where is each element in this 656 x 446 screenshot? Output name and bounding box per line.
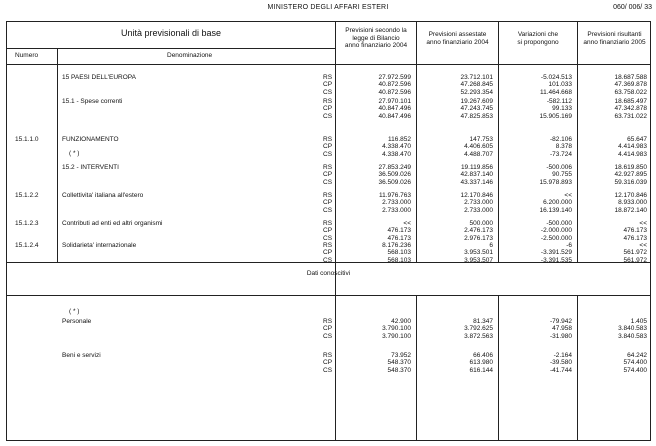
table-main-title: Unità previsionali di base [120,28,222,38]
note-marker: ( * ) [69,308,80,315]
cell-value: 2.976.173 [464,234,493,242]
cell-value: 42.927.895 [614,171,647,179]
cell-value: -3.391.529 [540,249,572,257]
row-tag: RS [323,242,333,249]
cell-value: 476.173 [623,234,647,242]
note-label: Beni e servizi [62,352,101,359]
row-label: Contributi ad enti ed altri organismi [62,220,163,227]
col-header-3: Variazioni che si propongono [517,31,559,46]
cell-value: 476.173 [387,227,411,235]
cell-value: 4.488.707 [464,150,493,158]
row-tag: CP [323,249,333,257]
note-cell-value: 66.406 [473,352,493,359]
row-number: 15.1.1.0 [15,136,39,143]
cell-value: 4.414.983 [618,143,647,151]
row-tag: CS [323,150,333,158]
note-cell-value: 548.370 [387,366,411,374]
note-cell-value: 574.400 [623,359,647,367]
cell-value: 40.872.596 [378,81,411,89]
page-reference: 060/ 006/ 33 [613,4,652,11]
cell-value: 99.133 [552,105,572,113]
cell-value: 4.338.470 [382,143,411,151]
cell-value: -82.106 [549,136,572,143]
row-tag: CP [323,227,333,235]
note-cell-value: -79.942 [549,318,572,325]
row-label: 15.1 - Spese correnti [62,98,123,105]
note-tag: RS [323,318,333,325]
cell-value: 40.872.596 [378,88,411,96]
cell-value: 6.200.000 [543,199,572,207]
cell-value: -2.500.000 [540,234,572,242]
cell-value: 101.033 [548,81,572,89]
cell-value: 90.755 [552,171,572,179]
cell-value: 27.972.599 [378,74,411,81]
cell-value: 18.687.588 [614,74,647,81]
row-tag: CP [323,199,333,207]
cell-value: 19.119.856 [460,164,493,171]
note-tag: CS [323,332,333,340]
cell-value: 12.170.846 [614,192,647,199]
col-header-numero: Numero [15,52,39,59]
note-cell-value: 3.790.100 [382,332,411,340]
cell-value: -500.006 [546,164,572,171]
cell-value: 8.176.236 [382,242,411,249]
row-number: 15.1.2.2 [15,192,39,199]
cell-value: 3.953.507 [464,256,493,264]
divider-h-section [7,295,650,296]
cell-value: << [403,220,411,227]
row-tag: RS [323,220,333,227]
cell-value: 47.825.853 [460,112,493,120]
cell-value: 42.837.140 [460,171,493,179]
cell-value: 4.414.983 [618,150,647,158]
row-tag: CP [323,81,333,89]
cell-value: 23.712.101 [460,74,493,81]
row-tag: CS [323,178,333,186]
divider-v3b [498,295,499,441]
col-header-4: Previsioni risultanti anno finanziario 2005 [583,31,646,46]
cell-value: 8.378 [555,143,572,151]
note-cell-value: 3.872.563 [464,332,493,340]
cell-value: 11.976.763 [378,192,411,199]
row-tag: CP [323,105,333,113]
cell-value: 561.972 [623,249,647,257]
note-cell-value: -2.164 [553,352,572,359]
row-label: Collettivita' italiana all'estero [62,192,144,199]
note-cell-value: -31.980 [549,332,572,340]
row-number: 15.1.2.3 [15,220,39,227]
note-tag: RS [323,352,333,359]
row-tag: CP [323,143,333,151]
divider-h-title [7,48,335,49]
note-cell-value: 1.405 [630,318,647,325]
col-header-denominazione: Denominazione [167,52,213,59]
note-cell-value: 42.900 [391,318,411,325]
cell-value: 11.464.668 [539,88,572,96]
row-label: FUNZIONAMENTO [62,136,119,143]
cell-value: -6 [566,242,572,249]
cell-value: << [639,220,647,227]
cell-value: 568.103 [387,256,411,264]
note-cell-value: 574.400 [623,366,647,374]
cell-value: << [564,192,572,199]
cell-value: 2.476.173 [464,227,493,235]
cell-value: 2.733.000 [464,199,493,207]
cell-value: -500.000 [546,220,572,227]
note-cell-value: 47.958 [552,325,572,333]
cell-value: 2.733.000 [382,199,411,207]
note-cell-value: 548.370 [387,359,411,367]
cell-value: -582.112 [546,98,572,105]
cell-value: 19.267.609 [460,98,493,105]
cell-value: 36.509.026 [378,171,411,179]
divider-num [57,48,58,262]
note-tag: CS [323,366,333,374]
note-cell-value: -41.744 [549,366,572,374]
divider-v2b [416,295,417,441]
cell-value: 65.647 [627,136,647,143]
section-title: Dati conoscitivi [306,270,351,277]
cell-value: 476.173 [387,234,411,242]
cell-value: 52.293.354 [460,88,493,96]
row-tag: RS [323,98,333,105]
row-number: 15.1.2.4 [15,242,39,249]
note-cell-value: 3.790.100 [382,325,411,333]
cell-value: 43.337.146 [460,178,493,186]
cell-value: 4.406.605 [464,143,493,151]
cell-value: -5.024.513 [540,74,572,81]
cell-value: -2.000.000 [540,227,572,235]
cell-value: 18.872.140 [614,206,647,214]
cell-value: 4.338.470 [382,150,411,158]
row-label: 15.2 - INTERVENTI [62,164,119,171]
note-cell-value: 81.347 [473,318,493,325]
cell-value: 15.978.893 [539,178,572,186]
row-tag: CP [323,171,333,179]
divider-v2 [416,22,417,262]
cell-value: 27.970.101 [378,98,411,105]
note-cell-value: 3.792.625 [464,325,493,333]
note-tag: CP [323,359,333,367]
col-header-2: Previsioni assestate anno finanziario 2004 [426,31,489,46]
row-tag: CS [323,256,333,264]
cell-value: 47.268.845 [460,81,493,89]
cell-value: 59.316.039 [614,178,647,186]
row-tag: CS [323,234,333,242]
row-tag: RS [323,74,333,81]
cell-value: 63.731.022 [614,112,647,120]
note-cell-value: 64.242 [627,352,647,359]
note-cell-value: 3.840.583 [618,332,647,340]
cell-value: 476.173 [623,227,647,235]
row-tag: RS [323,192,333,199]
cell-value: 36.509.026 [378,178,411,186]
note-cell-value: 3.840.583 [618,325,647,333]
cell-value: << [639,242,647,249]
note-label: Personale [62,318,92,325]
cell-value: 27.853.249 [378,164,411,171]
note-tag: CP [323,325,333,333]
cell-value: 18.619.850 [614,164,647,171]
cell-value: 63.758.022 [614,88,647,96]
cell-value: 18.685.497 [614,98,647,105]
cell-value: 500.000 [469,220,493,227]
divider-v3 [498,22,499,262]
cell-value: 12.170.846 [460,192,493,199]
note-cell-value: -39.580 [549,359,572,367]
divider-v1 [335,22,336,441]
cell-value: 561.972 [623,256,647,264]
cell-value: 8.933.000 [618,199,647,207]
cell-value: 147.753 [469,136,493,143]
row-label: Solidarieta' internazionale [62,242,137,249]
row-tag: CS [323,206,333,214]
budget-table [6,21,651,441]
note-cell-value: 616.144 [469,366,493,374]
row-tag: CS [323,112,333,120]
row-tag: RS [323,136,333,143]
cell-value: -73.724 [549,150,572,158]
row-tag: RS [323,164,333,171]
cell-value: 15.905.169 [539,112,572,120]
row-tag: CS [323,88,333,96]
cell-value: 47.369.878 [614,81,647,89]
divider-h-head [7,64,650,65]
col-header-1: Previsioni secondo la legge di Bilancio anno finanziario 2004 [344,27,408,49]
row-label: 15 PAESI DELL'EUROPA [62,74,136,81]
cell-value: 47.342.878 [614,105,647,113]
cell-value: -3.391.535 [540,256,572,264]
row-label-note: ( * ) [69,150,80,157]
note-cell-value: 613.980 [469,359,493,367]
cell-value: 6 [489,242,493,249]
cell-value: 116.852 [387,136,411,143]
cell-value: 40.847.496 [378,112,411,120]
cell-value: 47.243.745 [460,105,493,113]
note-cell-value: 73.952 [391,352,411,359]
cell-value: 2.733.000 [464,206,493,214]
cell-value: 40.847.496 [378,105,411,113]
ministry-header: MINISTERO DEGLI AFFARI ESTERI [267,4,389,11]
cell-value: 2.733.000 [382,206,411,214]
cell-value: 16.139.140 [539,206,572,214]
cell-value: 3.953.501 [464,249,493,257]
cell-value: 568.103 [387,249,411,257]
